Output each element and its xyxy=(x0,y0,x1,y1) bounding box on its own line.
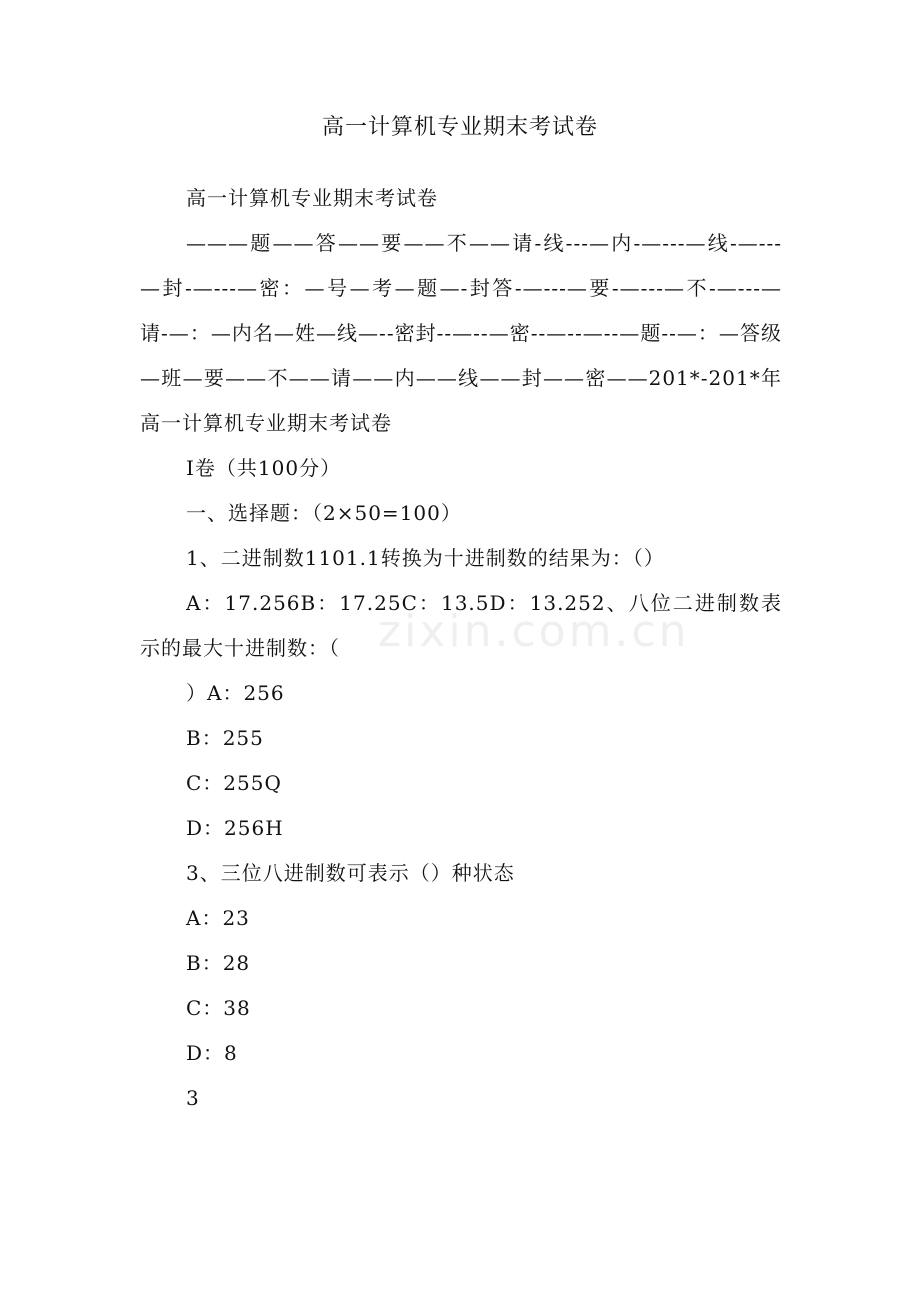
question-3-option-d: D：8 xyxy=(186,1041,238,1065)
subtitle: 高一计算机专业期末考试卷 xyxy=(186,186,438,210)
document-body xyxy=(140,176,782,1121)
question-3-option-c: C：38 xyxy=(186,996,251,1020)
question-3: 3、三位八进制数可表示（）种状态 xyxy=(186,861,515,885)
question-3-option-b: B：28 xyxy=(186,951,251,975)
trailing-text: 3 xyxy=(186,1086,200,1110)
question-1-options-and-question-2: A：17.256B：17.25C：13.5D：13.252、八位二进制数表示的最大十进制数：（ xyxy=(140,591,782,660)
question-2-option-d: D：256H xyxy=(186,816,284,840)
question-2-option-c: C：255Q xyxy=(186,771,282,795)
watermark: zixin.com.cn xyxy=(378,606,690,657)
question-3-option-a: A：23 xyxy=(186,906,250,930)
question-1: 1、二进制数1101.1转换为十进制数的结果为：（） xyxy=(186,546,665,570)
binding-line-text: ———题——答——要——不——请-线---—内-—---—线-—---—封-—---—密：—号—考—题—-封答-—---—要-—---—不-—---—请-—：—内名—姓—线—--密封--—--—密--—--—--—题--—：—答级—班—要——不——请——内——线——封——密——201*-201*年高一计算机专业期末考试卷 xyxy=(140,231,782,435)
question-2-option-b: B：255 xyxy=(186,726,264,750)
question-2-option-a: ）A：256 xyxy=(186,681,285,705)
page-title: 高一计算机专业期末考试卷 xyxy=(321,115,598,140)
part-heading: Ⅰ卷（共100分） xyxy=(186,456,342,480)
section-heading: 一、选择题：（2×50=100） xyxy=(186,501,462,525)
